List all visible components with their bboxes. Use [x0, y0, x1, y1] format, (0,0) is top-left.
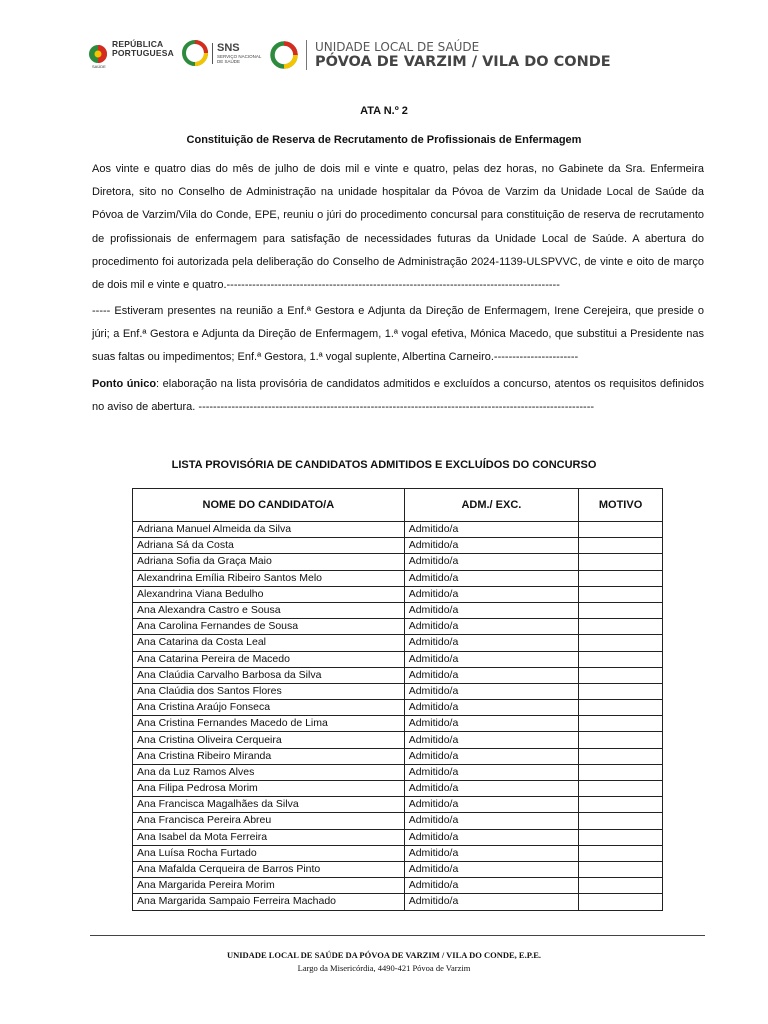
candidate-name-cell: Adriana Sofia da Graça Maio: [133, 554, 405, 570]
reason-cell: [579, 700, 663, 716]
agenda-text: : elaboração na lista provisória de candidatos admitidos e excluídos a concurso, atentos os requisitos definidos no aviso de abertura. ------------------------------------------------------------------------------------------------------------: [92, 378, 704, 414]
sns-logo: [182, 40, 266, 66]
status-cell: Admitido/a: [404, 861, 578, 877]
paragraph-intro-text: Aos vinte e quatro dias do mês de julho de dois mil e vinte e quatro, pelas dez horas, no Gabinete da Sra. Enfermeira Diretora, sito no Conselho de Administração na unidade hospitalar da Póvoa de Varzim da Unidade Local de Saúde da Póvoa de Varzim/Vila do Conde, EPE, reuniu o júri do procedimento concursal para constituição de reserva de recrutamento de profissionais de enfermagem para satisfação de necessidades futuras da Unidade Local de Saúde. A abertura do procedimento foi autorizada pela deliberação do Conselho de Administração 2024-1139-ULSPVVC, de vinte e oito de março de dois mil e vinte e quatro.-------------------------------------------------------------------------------------------: [92, 163, 704, 292]
reason-cell: [579, 683, 663, 699]
candidate-name-cell: Ana Francisca Magalhães da Silva: [133, 797, 405, 813]
status-cell: Admitido/a: [404, 845, 578, 861]
reason-cell: [579, 797, 663, 813]
reason-cell: [579, 716, 663, 732]
status-cell: Admitido/a: [404, 602, 578, 618]
table-row: [133, 732, 663, 748]
document-title: ATA N.º 2: [360, 105, 408, 117]
status-cell: Admitido/a: [404, 570, 578, 586]
candidate-name-cell: Ana Isabel da Mota Ferreira: [133, 829, 405, 845]
sns-emblem-icon: [182, 40, 208, 66]
table-row: [133, 845, 663, 861]
candidate-name-cell: Adriana Sá da Costa: [133, 538, 405, 554]
status-cell: Admitido/a: [404, 700, 578, 716]
table-row: [133, 586, 663, 602]
candidate-name-cell: Ana Alexandra Castro e Sousa: [133, 602, 405, 618]
table-row: [133, 651, 663, 667]
table-row: [133, 764, 663, 780]
table-header-row: [133, 489, 663, 522]
rp-line2: PORTUGUESA: [112, 48, 174, 58]
status-cell: Admitido/a: [404, 894, 578, 910]
candidate-name-cell: Ana Cristina Araújo Fonseca: [133, 700, 405, 716]
status-cell: Admitido/a: [404, 878, 578, 894]
reason-cell: [579, 845, 663, 861]
column-header-status: ADM./ EXC.: [404, 489, 578, 522]
candidate-name-cell: Ana Filipa Pedrosa Morim: [133, 781, 405, 797]
table-row: [133, 829, 663, 845]
status-cell: Admitido/a: [404, 683, 578, 699]
document-subtitle: Constituição de Reserva de Recrutamento de Profissionais de Enfermagem: [186, 134, 582, 146]
status-cell: Admitido/a: [404, 651, 578, 667]
table-row: [133, 861, 663, 877]
table-row: [133, 797, 663, 813]
paragraph-agenda: [92, 373, 704, 419]
footer-address: Largo da Misericórdia, 4490-421 Póvoa de Varzim: [297, 963, 471, 973]
candidate-name-cell: Ana Claúdia Carvalho Barbosa da Silva: [133, 667, 405, 683]
candidate-name-cell: Ana Luísa Rocha Furtado: [133, 845, 405, 861]
table-row: [133, 878, 663, 894]
status-cell: Admitido/a: [404, 829, 578, 845]
reason-cell: [579, 554, 663, 570]
candidate-name-cell: Ana Cristina Ribeiro Miranda: [133, 748, 405, 764]
candidate-name-cell: Ana Mafalda Cerqueira de Barros Pinto: [133, 861, 405, 877]
candidate-name-cell: Ana Margarida Pereira Morim: [133, 878, 405, 894]
list-title: LISTA PROVISÓRIA DE CANDIDATOS ADMITIDOS E EXCLUÍDOS DO CONCURSO: [171, 459, 597, 471]
ulsp-logo: [270, 40, 611, 70]
ulsp-line1: UNIDADE LOCAL DE SAÚDE: [315, 40, 480, 54]
candidate-name-cell: Ana Catarina da Costa Leal: [133, 635, 405, 651]
reason-cell: [579, 894, 663, 910]
status-cell: Admitido/a: [404, 813, 578, 829]
reason-cell: [579, 764, 663, 780]
reason-cell: [579, 813, 663, 829]
column-header-name: NOME DO CANDIDATO/A: [133, 489, 405, 522]
status-cell: Admitido/a: [404, 554, 578, 570]
paragraph-attendees: [92, 300, 704, 370]
ulsp-line2: PÓVOA DE VARZIM / VILA DO CONDE: [315, 54, 611, 70]
status-cell: Admitido/a: [404, 667, 578, 683]
paragraph-intro: [92, 158, 704, 297]
reason-cell: [579, 829, 663, 845]
table-row: [133, 813, 663, 829]
candidate-name-cell: Ana Claúdia dos Santos Flores: [133, 683, 405, 699]
rp-line1: REPÚBLICA: [112, 39, 164, 49]
status-cell: Admitido/a: [404, 748, 578, 764]
republica-portuguesa-logo: [88, 40, 174, 69]
candidate-name-cell: Alexandrina Emília Ribeiro Santos Melo: [133, 570, 405, 586]
reason-cell: [579, 570, 663, 586]
reason-cell: [579, 586, 663, 602]
reason-cell: [579, 635, 663, 651]
agenda-label: Ponto único: [92, 378, 157, 390]
reason-cell: [579, 667, 663, 683]
reason-cell: [579, 619, 663, 635]
status-cell: Admitido/a: [404, 764, 578, 780]
reason-cell: [579, 602, 663, 618]
table-row: [133, 700, 663, 716]
table-row: [133, 602, 663, 618]
table-row: [133, 554, 663, 570]
table-row: [133, 635, 663, 651]
candidates-table: [132, 488, 663, 911]
candidate-name-cell: Ana Margarida Sampaio Ferreira Machado: [133, 894, 405, 910]
reason-cell: [579, 732, 663, 748]
reason-cell: [579, 748, 663, 764]
table-row: [133, 522, 663, 538]
reason-cell: [579, 878, 663, 894]
status-cell: Admitido/a: [404, 538, 578, 554]
reason-cell: [579, 651, 663, 667]
candidate-name-cell: Adriana Manuel Almeida da Silva: [133, 522, 405, 538]
ulsp-emblem-icon: [270, 41, 298, 69]
candidate-name-cell: Ana da Luz Ramos Alves: [133, 764, 405, 780]
table-row: [133, 667, 663, 683]
status-cell: Admitido/a: [404, 716, 578, 732]
footer-institution: UNIDADE LOCAL DE SAÚDE DA PÓVOA DE VARZIM / VILA DO CONDE, E.P.E.: [226, 950, 542, 960]
candidate-name-cell: Ana Catarina Pereira de Macedo: [133, 651, 405, 667]
candidate-name-cell: Ana Francisca Pereira Abreu: [133, 813, 405, 829]
status-cell: Admitido/a: [404, 586, 578, 602]
table-row: [133, 716, 663, 732]
portugal-flag-icon: [88, 44, 108, 64]
sns-title: SNS: [217, 41, 240, 54]
rp-sub: SAÚDE: [92, 64, 106, 69]
status-cell: Admitido/a: [404, 635, 578, 651]
letterhead: [88, 40, 708, 100]
table-row: [133, 894, 663, 910]
table-row: [133, 619, 663, 635]
table-row: [133, 538, 663, 554]
reason-cell: [579, 538, 663, 554]
column-header-reason: MOTIVO: [579, 489, 663, 522]
footer-divider: [90, 935, 705, 936]
table-row: [133, 781, 663, 797]
table-row: [133, 748, 663, 764]
status-cell: Admitido/a: [404, 619, 578, 635]
paragraph-attendees-text: ----- Estiveram presentes na reunião a Enf.ª Gestora e Adjunta da Direção de Enfermagem, Irene Cerejeira, que preside o júri; a Enf.ª Gestora e Adjunta da Direção de Enfermagem, 1.ª vogal efetiva, Mónica Macedo, que substitui a Presidente nas suas faltas ou impedimentos; Enf.ª Gestora, 1.ª vogal suplente, Albertina Carneiro.-----------------------: [92, 305, 704, 364]
sns-subtitle-2: DE SAÚDE: [217, 58, 241, 64]
candidate-name-cell: Ana Carolina Fernandes de Sousa: [133, 619, 405, 635]
reason-cell: [579, 861, 663, 877]
status-cell: Admitido/a: [404, 797, 578, 813]
candidate-name-cell: Ana Cristina Fernandes Macedo de Lima: [133, 716, 405, 732]
candidate-name-cell: Ana Cristina Oliveira Cerqueira: [133, 732, 405, 748]
status-cell: Admitido/a: [404, 732, 578, 748]
reason-cell: [579, 781, 663, 797]
status-cell: Admitido/a: [404, 781, 578, 797]
candidate-name-cell: Alexandrina Viana Bedulho: [133, 586, 405, 602]
table-row: [133, 570, 663, 586]
table-row: [133, 683, 663, 699]
reason-cell: [579, 522, 663, 538]
sns-subtitle-1: SERVIÇO NACIONAL: [217, 53, 262, 59]
status-cell: Admitido/a: [404, 522, 578, 538]
